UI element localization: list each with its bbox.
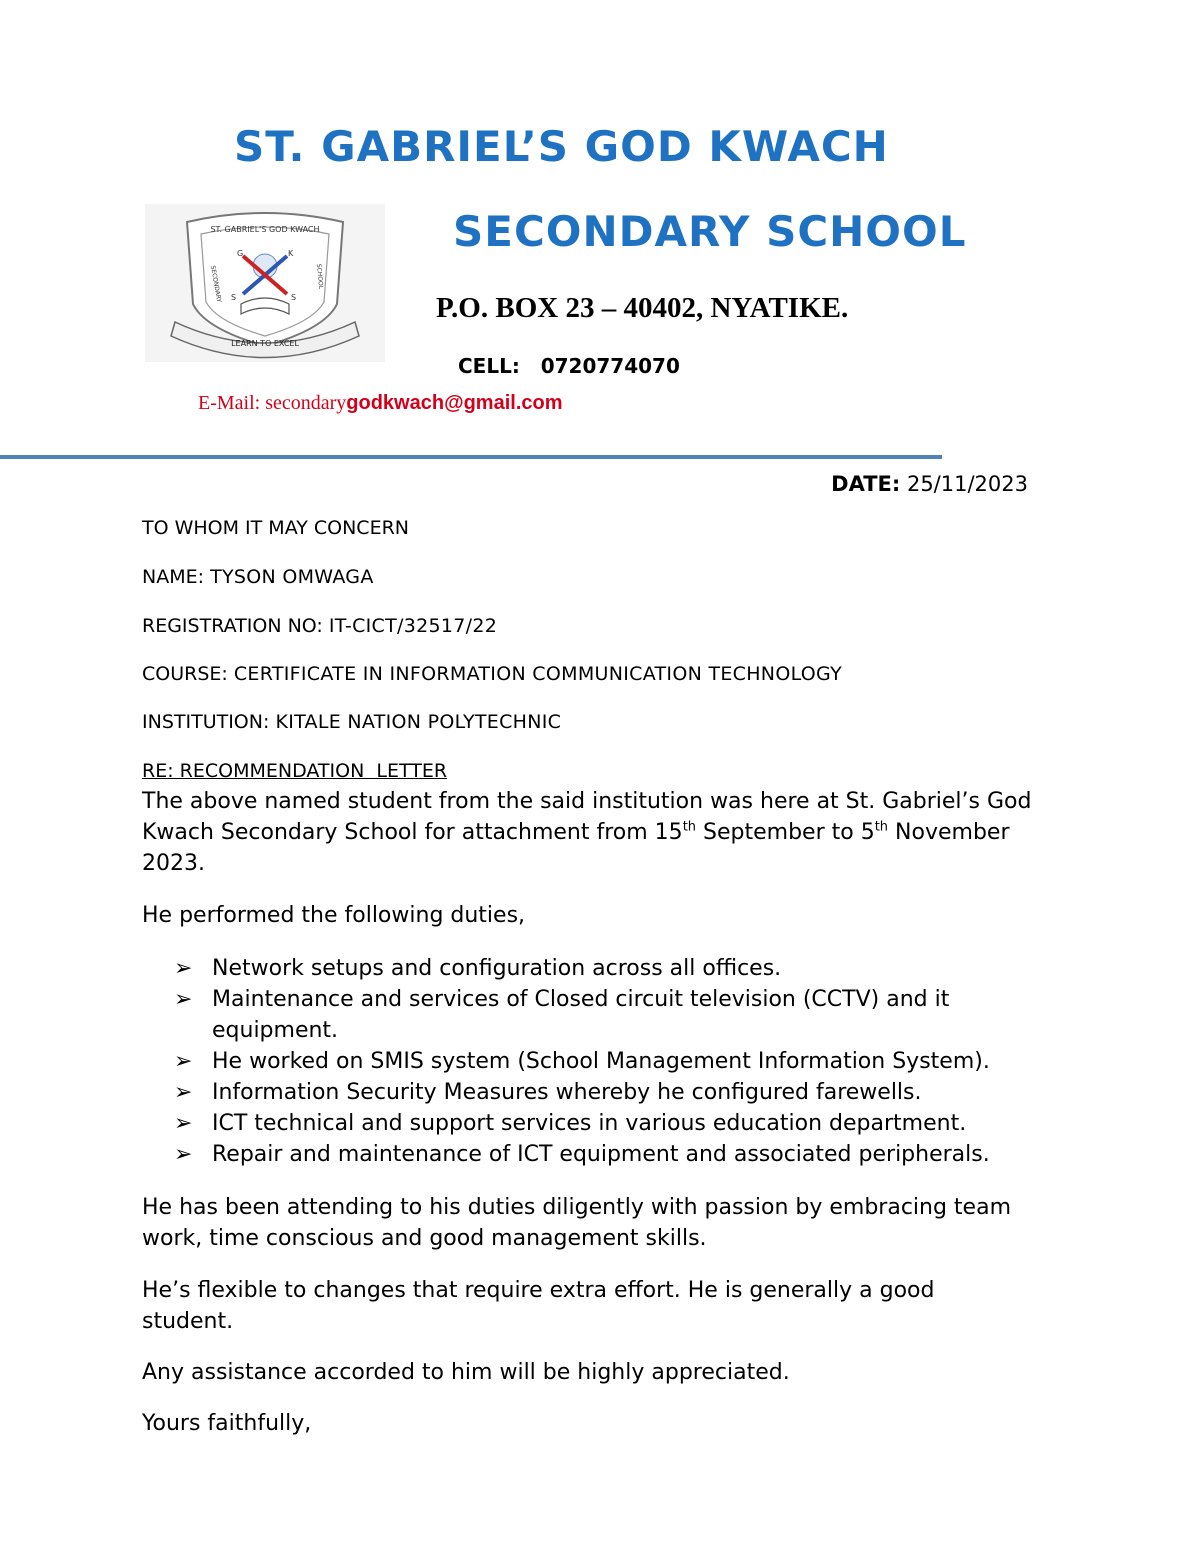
logo-letter-s1: S: [231, 293, 237, 302]
course-value: CERTIFICATE IN INFORMATION COMMUNICATION TECHNOLOGY: [233, 663, 843, 685]
duty-item: [174, 953, 1074, 984]
name-field: [142, 566, 374, 588]
course-label: COURSE:: [142, 663, 228, 685]
name-label: NAME:: [142, 566, 205, 588]
duty-text: Network setups and configuration across all offices.: [212, 956, 782, 981]
arrow-bullet-icon: ➢: [174, 1049, 193, 1074]
registration-field: [142, 615, 497, 637]
cell-number: 0720774070: [540, 354, 680, 378]
header-divider: [0, 455, 942, 459]
registration-label: REGISTRATION NO:: [142, 615, 323, 637]
duties-intro: He performed the following duties,: [142, 903, 526, 928]
date-value: 25/11/2023: [906, 472, 1028, 496]
school-name-line2: SECONDARY SCHOOL: [453, 207, 967, 256]
arrow-bullet-icon: ➢: [174, 1111, 193, 1136]
duty-text: Repair and maintenance of ICT equipment and associated peripherals.: [212, 1142, 990, 1167]
logo-ring-text: ST. GABRIEL'S GOD KWACH: [210, 225, 320, 234]
intro-text-3: November 2023.: [142, 820, 1010, 876]
duty-text: He worked on SMIS system (School Management Information System).: [212, 1049, 990, 1074]
email-line: [198, 390, 563, 415]
intro-sup-1: th: [682, 819, 697, 835]
logo-letter-g: G: [237, 249, 244, 258]
duty-item: [174, 1108, 1074, 1139]
logo-letter-s2: S: [291, 293, 297, 302]
postal-address: P.O. BOX 23 – 40402, NYATIKE.: [436, 292, 849, 324]
cell-label: CELL:: [458, 354, 520, 378]
assistance-paragraph: Any assistance accorded to him will be highly appreciated.: [142, 1360, 790, 1385]
date-label: DATE:: [831, 472, 901, 496]
name-value: TYSON OMWAGA: [210, 566, 374, 588]
diligence-paragraph: He has been attending to his duties diligently with passion by embracing team work, time conscious and good management skills.: [142, 1195, 1011, 1251]
arrow-bullet-icon: ➢: [174, 1142, 193, 1167]
intro-paragraph: [142, 786, 1047, 879]
duty-item: [174, 1139, 1074, 1170]
flexibility-paragraph: He’s flexible to changes that require extra effort. He is generally a good student.: [142, 1278, 935, 1334]
email-address: godkwach@gmail.com: [346, 392, 563, 414]
arrow-bullet-icon: ➢: [174, 956, 193, 981]
logo-motto: LEARN TO EXCEL: [231, 339, 299, 348]
duty-item: [174, 1046, 1074, 1077]
intro-text-1: The above named student from the said institution was here at St. Gabriel’s God Kwach Secondary School for attachment from 15: [142, 789, 1032, 845]
email-label: E-Mail: secondary: [198, 392, 347, 414]
salutation: TO WHOM IT MAY CONCERN: [142, 517, 409, 539]
school-crest-logo: [145, 204, 385, 362]
institution-field: [142, 711, 561, 733]
school-name-line1: ST. GABRIEL’S GOD KWACH: [234, 122, 889, 171]
duty-text: ICT technical and support services in various education department.: [212, 1111, 967, 1136]
intro-sup-2: th: [874, 819, 889, 835]
duty-text: Maintenance and services of Closed circuit television (CCTV) and it equipment.: [212, 987, 950, 1043]
intro-text-2: September to 5: [696, 820, 875, 845]
duty-text: Information Security Measures whereby he configured farewells.: [212, 1080, 922, 1105]
logo-left-text: SECONDARY: [209, 265, 223, 303]
logo-right-text: SCHOOL: [315, 263, 325, 290]
duties-list: [174, 953, 1074, 1170]
subject-line: RE: RECOMMENDATION LETTER: [142, 760, 448, 782]
duty-item: [174, 984, 1074, 1046]
cell-line: [458, 354, 680, 378]
arrow-bullet-icon: ➢: [174, 987, 193, 1012]
institution-value: KITALE NATION POLYTECHNIC: [275, 711, 562, 733]
letter-date: [831, 472, 1028, 496]
course-field: [142, 663, 842, 685]
logo-letter-k: K: [288, 249, 294, 258]
registration-value: IT-CICT/32517/22: [328, 615, 498, 637]
institution-label: INSTITUTION:: [142, 711, 270, 733]
closing: Yours faithfully,: [142, 1411, 312, 1436]
arrow-bullet-icon: ➢: [174, 1080, 193, 1105]
duty-item: [174, 1077, 1074, 1108]
